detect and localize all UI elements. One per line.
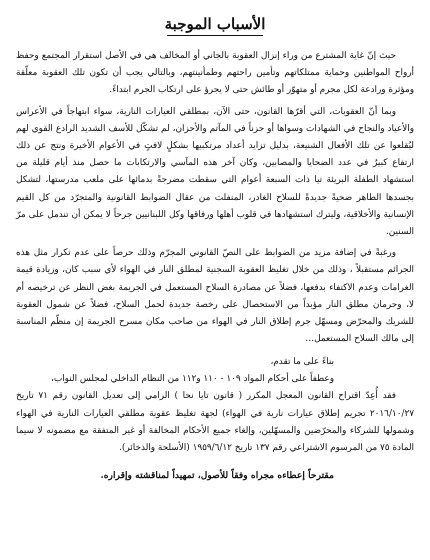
paragraph-purpose: حيث إنّ غاية المشترع من وراء إنزال العقوبة بالجاني أو المخالف هي في الأصل استقرار المجتمع وحفظ أرواح المواطنين وحماية ممتلكاتهم وتأمين راحتهم وطمأنينتهم، وبالتالي يجب أن تكون تلك العقوبة معلّقة ومؤثرة ورادعة لكل مجرم أو متهوّر أو طائش حتى لا يجرؤ على ارتكاب الجرم ابتداءً.: [16, 51, 414, 96]
document-title: الأسباب الموجبة: [164, 15, 266, 33]
paragraph-current-penalties: وبما أنّ العقوبات، التي أقرّها القانون، حتى الآن، بمطلقي العيارات النارية، سواء ابتهاجاً في الأعراس والأعياد والنجاح في الشهادات وسواها أو حزناً في المآتم والأحزان، لم تشكّل للأسف الشديد الرادع القوي لهم ليُقلعوا عن تلك الأفعال الشنيعة، بدليل تزايد أعداد مرتكبيها بشكلٍ لافتٍ في الأعوام الأخيرة ونتج عن ذلك ارتفاع كبيرٌ في عدد الضحايا والمصابين، وكان آخر هذه المآسي والارتكابات ما حصل منذ أيام قليلة من استشهاد الطفلة البريئة تيا ذات السبعة أعوام التي سقطت مضرجةً بدمائها على ملعب مدرستها، لتشكل بجسدها الطاهر ضحيةً جديدةً للسلاح الغادر، المنفلت من عقال الضوابط القانونية والمتجرّد من كل القيم الإنسانية والأخلاقية، وليترك استشهادها في قلوب أهلها ورفاقها وكل اللبنانيين جرحاً لا يمكن أن تندمل على مرّ السنين.: [16, 106, 414, 238]
paragraph-proposed-controls: ورغبةً في إضافة مزيد من الضوابط على النصّ القانوني المجرّم وذلك حرصاً على عدم تكرار مثل هذه الجرائم مستقبلاً ، وذلك من خلال تغليظ العقوبة السجنية لمطلق النار في الهواء لأي سبب كان، وزيادة قيمة الغرامات وعدم الاكتفاء بدفعها، فضلاً عن مصادرة السلاح المستعمل في الجريمة بغض النظر عن ترخيصه أم لا، وحرمان مطلق النار مؤبداً من الاستحصال على رخصة جديدة لحمل السلاح، فضلاً عن شمول العقوبة للشريك والمحرّض ومسهّل جرم إطلاق النار في الهواء من صاحب مكان مسرح الجريمة إن منظّم المناسبة إلى مالك السلاح المستعمل…: [16, 248, 414, 345]
legal-basis: [16, 354, 414, 388]
basis-line-articles: وعطفاً على أحكام المواد ١٠٩ - ١١٠ و١١٢ من النظام الداخلي لمجلس النواب،: [50, 374, 334, 385]
basis-line-intro: بناءً على ما تقدم،: [270, 357, 334, 368]
conclusion-text: مقترحاً إعطاءه مجراه وفقاً للأصول، تمهيداً لمناقشته وإقراره.: [100, 470, 334, 482]
paragraph-draft-law: فقد أُعِدّ اقتراح القانون المعجل المكرر ( قانون تايا نحا ) الرامي إلى تعديل القانون رقم ٧١ تاريخ ٢٠١٦/١٠/٢٧ تجريم إطلاق عيارات نارية في الهواء) لجهة تغليظ عقوبة مطلقي العيارات النارية في الهواء وشمولها للشركاء والمحرّضين والمسهّلين، وإلغاء جميع الأحكام المخالفة أو غير المتفقة مع مضمونه لا سيما المادة ٧٥ من المرسوم الاشتراعي رقم ١٣٧ تاريخ ١٩٥٩/٦/١٢ (الأسلحة والذخائر).: [16, 391, 414, 454]
title-underline: [167, 35, 263, 36]
document-body: [16, 48, 414, 484]
